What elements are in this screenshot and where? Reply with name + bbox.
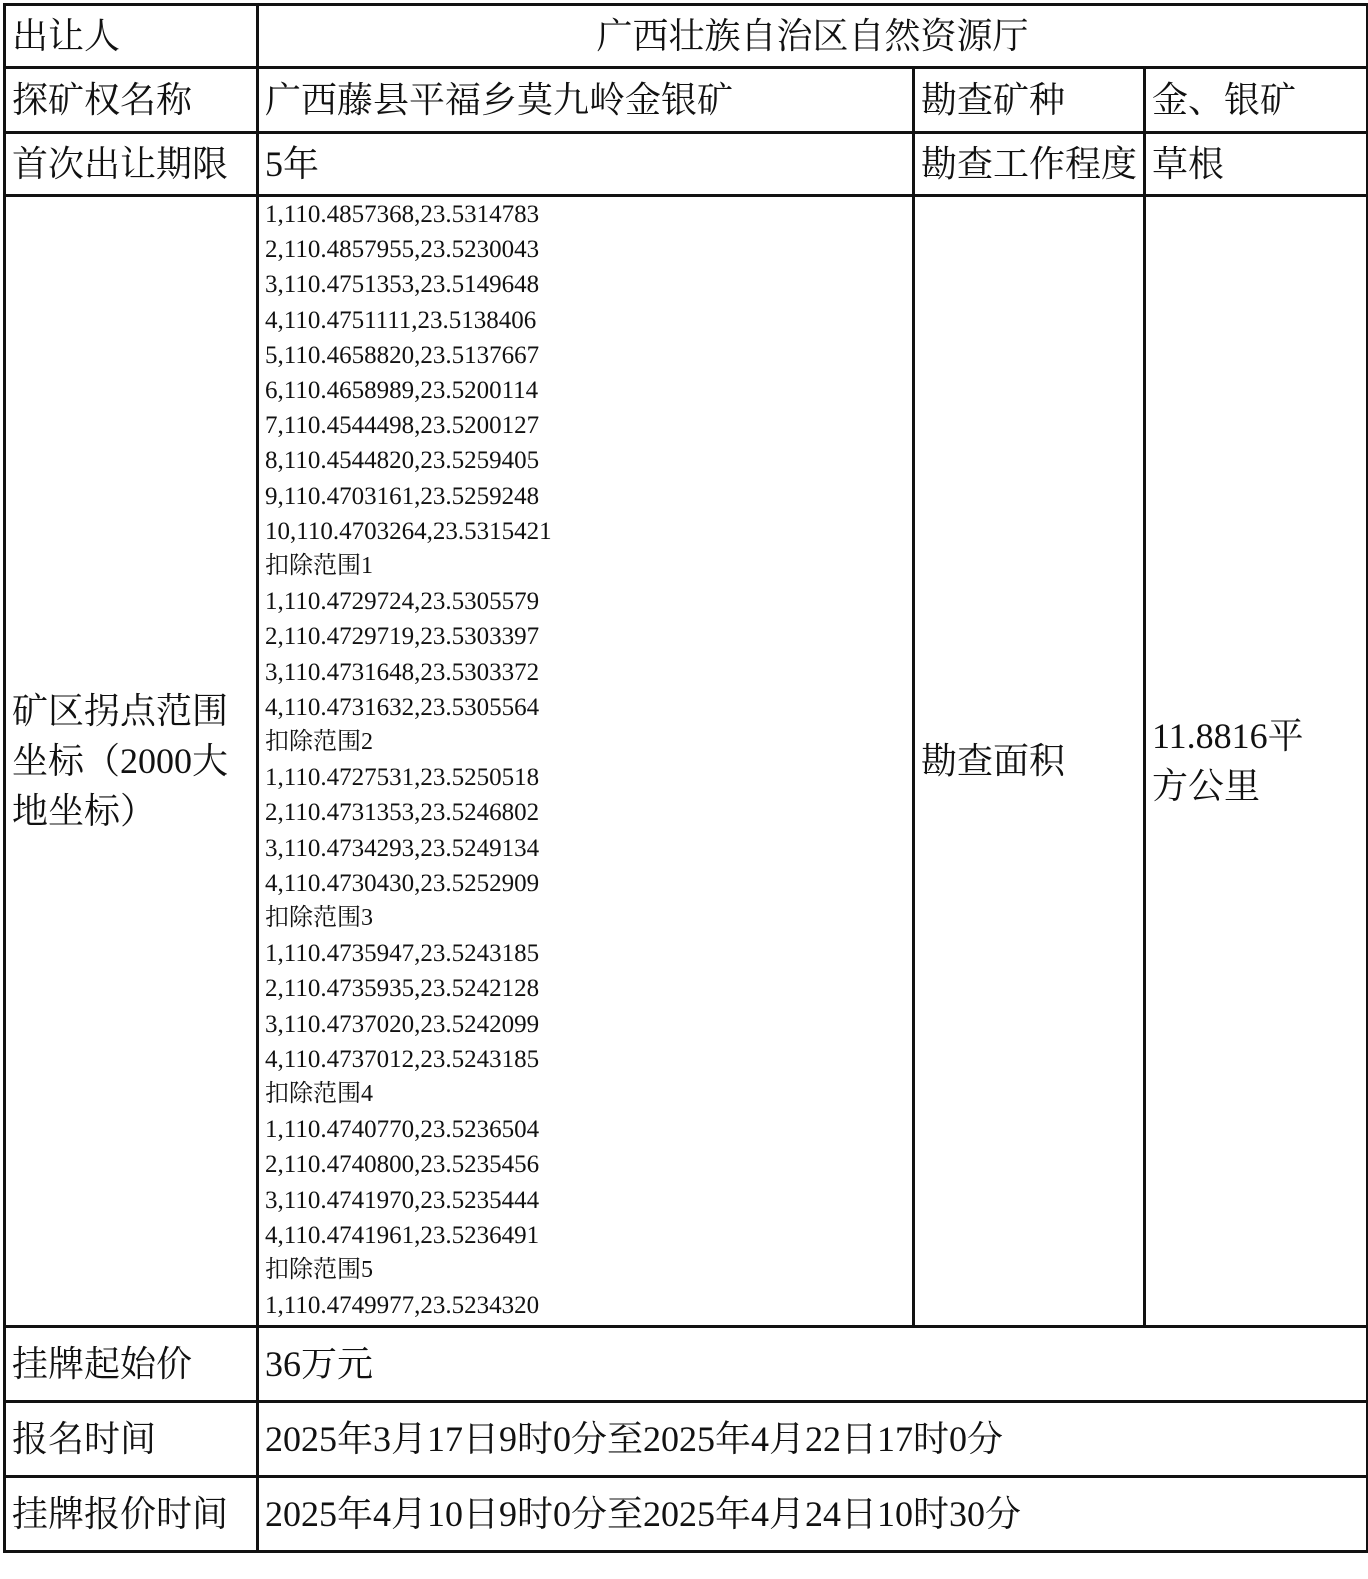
registration-time-label: 报名时间: [5, 1402, 258, 1477]
exclusion-point: 3,110.4734293,23.5249134: [265, 834, 540, 862]
exclusion-point: 1,110.4740770,23.5236504: [265, 1116, 540, 1144]
coordinate-point: 8,110.4544820,23.5259405: [265, 447, 540, 475]
exclusion-title: 扣除范围1: [265, 553, 373, 580]
row-starting-price: [5, 1327, 1368, 1402]
row-right-name: [5, 68, 1368, 133]
listing-info-table: [3, 3, 1368, 1553]
row-bidding-time: [5, 1477, 1368, 1552]
exclusion-point: 2,110.4735935,23.5242128: [265, 975, 540, 1003]
exclusion-point: 1,110.4749977,23.5234320: [265, 1292, 540, 1320]
exclusion-point: 4,110.4730430,23.5252909: [265, 869, 540, 897]
row-grantor: [5, 5, 1368, 68]
exclusion-title: 扣除范围5: [265, 1257, 373, 1284]
area-label: 勘查面积: [914, 196, 1145, 1327]
exclusion-point: 2,110.4729719,23.5303397: [265, 623, 540, 651]
coordinate-point: 3,110.4751353,23.5149648: [265, 271, 540, 299]
area-value-line: 11.8816平: [1152, 716, 1304, 756]
starting-price-label: 挂牌起始价: [5, 1327, 258, 1402]
term-label: 首次出让期限: [5, 133, 258, 196]
exclusion-point: 3,110.4731648,23.5303372: [265, 658, 540, 686]
exclusion-point: 4,110.4741961,23.5236491: [265, 1221, 540, 1249]
coordinates-label-line: 地坐标）: [12, 791, 157, 831]
bidding-time-label: 挂牌报价时间: [5, 1477, 258, 1552]
exclusion-point: 1,110.4727531,23.5250518: [265, 764, 540, 792]
exclusion-title: 扣除范围3: [265, 905, 373, 932]
coordinate-point: 1,110.4857368,23.5314783: [265, 201, 540, 228]
exclusion-point: 2,110.4731353,23.5246802: [265, 799, 540, 827]
coordinates-label-line: 坐标（2000大: [12, 741, 229, 781]
coordinates-label: [5, 196, 258, 1327]
exclusion-title: 扣除范围4: [265, 1081, 373, 1108]
grantor-label: 出让人: [5, 5, 258, 68]
registration-time-value: 2025年3月17日9时0分至2025年4月22日17时0分: [258, 1402, 1368, 1477]
exclusion-point: 4,110.4731632,23.5305564: [265, 693, 540, 721]
coordinate-point: 5,110.4658820,23.5137667: [265, 341, 540, 369]
grantor-value: 广西壮族自治区自然资源厅: [258, 5, 1368, 68]
exclusion-point: 3,110.4741970,23.5235444: [265, 1186, 540, 1214]
exclusion-point: 1,110.4729724,23.5305579: [265, 588, 540, 616]
exclusion-point: 3,110.4737020,23.5242099: [265, 1010, 540, 1038]
coordinates-label-line: 矿区拐点范围: [12, 691, 229, 731]
right-name-value: 广西藤县平福乡莫九岭金银矿: [258, 68, 914, 133]
coordinate-point: 2,110.4857955,23.5230043: [265, 236, 540, 264]
exclusion-point: 1,110.4735947,23.5243185: [265, 940, 540, 968]
exclusion-point: 2,110.4740800,23.5235456: [265, 1151, 540, 1179]
starting-price-value: 36万元: [258, 1327, 1368, 1402]
mining-rights-listing-sheet: [3, 3, 1366, 1566]
term-value: 5年: [258, 133, 914, 196]
area-value-line: 方公里: [1152, 766, 1261, 806]
coordinate-point: 4,110.4751111,23.5138406: [265, 306, 537, 334]
coordinate-point: 6,110.4658989,23.5200114: [265, 377, 539, 405]
work-level-value: 草根: [1145, 133, 1368, 196]
work-level-label: 勘查工作程度: [914, 133, 1145, 196]
mineral-label: 勘查矿种: [914, 68, 1145, 133]
row-registration-time: [5, 1402, 1368, 1477]
coordinate-point: 10,110.4703264,23.5315421: [265, 517, 552, 545]
area-value: [1145, 196, 1368, 1327]
bidding-time-value: 2025年4月10日9时0分至2025年4月24日10时30分: [258, 1477, 1368, 1552]
row-term: [5, 133, 1368, 196]
right-name-label: 探矿权名称: [5, 68, 258, 133]
exclusion-point: 4,110.4737012,23.5243185: [265, 1045, 540, 1073]
coordinates-list: [258, 196, 914, 1327]
coordinate-point: 7,110.4544498,23.5200127: [265, 412, 540, 440]
exclusion-title: 扣除范围2: [265, 729, 373, 756]
mineral-value: 金、银矿: [1145, 68, 1368, 133]
row-coordinates: [5, 196, 1368, 1327]
coordinate-point: 9,110.4703161,23.5259248: [265, 482, 540, 510]
